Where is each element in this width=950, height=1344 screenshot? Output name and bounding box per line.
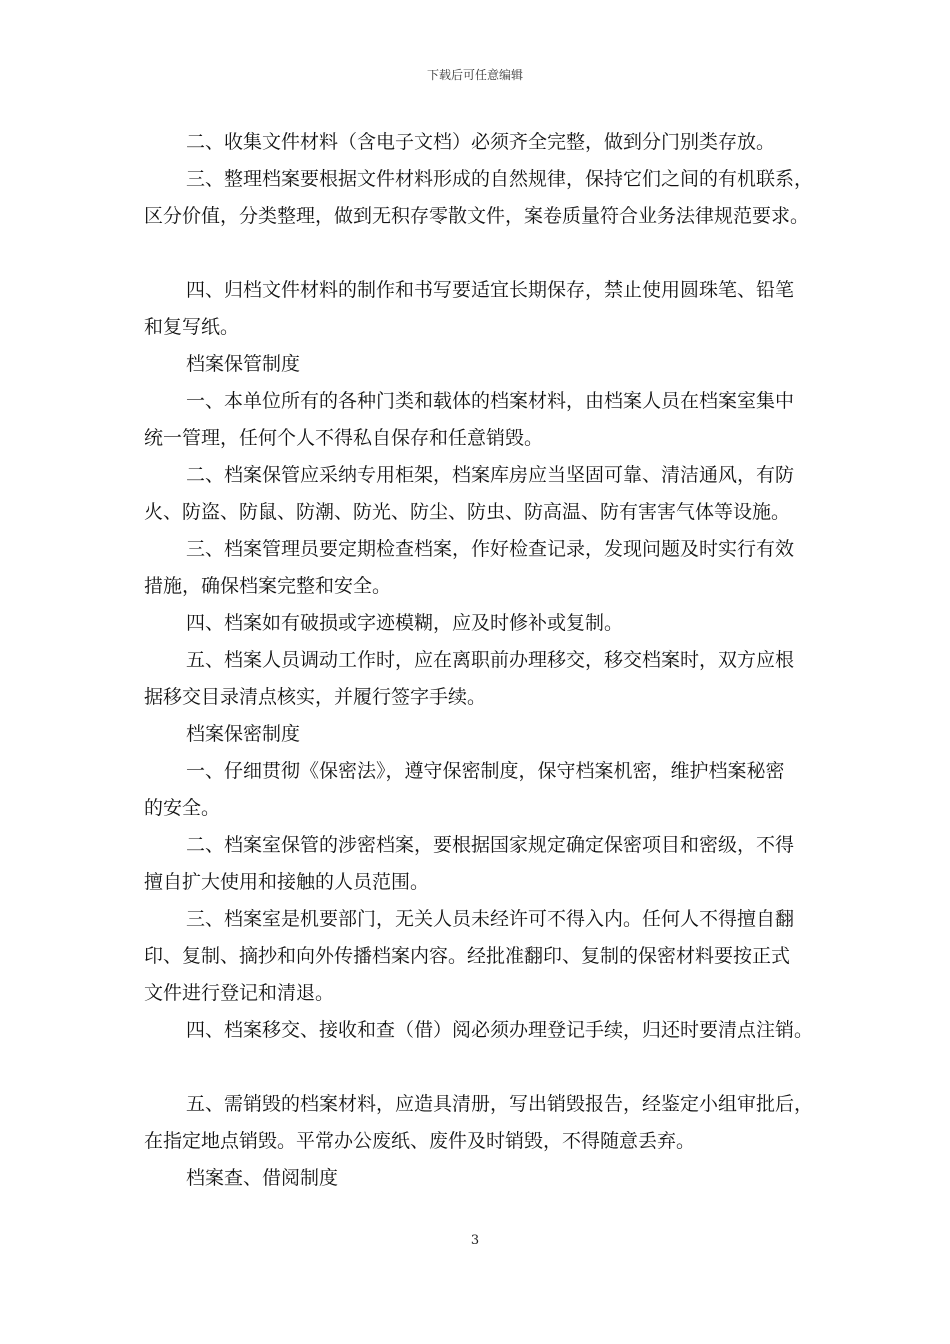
paragraph-line: 一、本单位所有的各种门类和载体的档案材料，由档案人员在档案室集中: [186, 390, 795, 412]
paragraph-line: 措施，确保档案完整和安全。: [144, 575, 392, 597]
paragraph-line: 三、档案室是机要部门，无关人员未经许可不得入内。任何人不得擅自翻: [186, 908, 795, 930]
paragraph-line: 二、收集文件材料（含电子文档）必须齐全完整，做到分门别类存放。: [186, 131, 776, 153]
section-heading: 档案保管制度: [186, 353, 301, 375]
page-number: 3: [470, 1233, 480, 1248]
paragraph-line: 火、防盗、防鼠、防潮、防光、防尘、防虫、防高温、防有害害气体等设施。: [144, 501, 791, 523]
paragraph-gap: [144, 235, 820, 272]
paragraph-line: 据移交目录清点核实，并履行签字手续。: [144, 686, 487, 708]
paragraph-line: 文件进行登记和清退。: [144, 982, 335, 1004]
paragraph-line: 三、档案管理员要定期检查档案，作好检查记录，发现问题及时实行有效: [186, 538, 795, 560]
paragraph-line: 擅自扩大使用和接触的人员范围。: [144, 871, 430, 893]
paragraph-line: 四、归档文件材料的制作和书写要适宜长期保存，禁止使用圆珠笔、铅笔: [186, 279, 795, 301]
paragraph-line: 二、档案保管应采纳专用柜架，档案库房应当坚固可靠、清洁通风，有防: [186, 464, 795, 486]
paragraph-line: 四、档案如有破损或字迹模糊，应及时修补或复制。: [186, 612, 624, 634]
paragraph-line: 五、需销毁的档案材料，应造具清册，写出销毁报告，经鉴定小组审批后，: [186, 1093, 814, 1115]
paragraph-line: 四、档案移交、接收和查（借）阅必须办理登记手续，归还时要清点注销。: [186, 1019, 814, 1041]
page-header: 下载后可任意编辑: [426, 68, 523, 82]
paragraph-line: 一、仔细贯彻《保密法》，遵守保密制度，保守档案机密，维护档案秘密: [186, 760, 785, 782]
paragraph-gap: [144, 1049, 820, 1086]
paragraph-line: 印、复制、摘抄和向外传播档案内容。经批准翻印、复制的保密材料要按正式: [144, 945, 791, 967]
paragraph-line: 三、整理档案要根据文件材料形成的自然规律，保持它们之间的有机联系，: [186, 168, 814, 190]
paragraph-line: 和复写纸。: [144, 316, 240, 338]
paragraph-line: 五、档案人员调动工作时，应在离职前办理移交，移交档案时，双方应根: [186, 649, 795, 671]
paragraph-line: 区分价值，分类整理，做到无积存零散文件，案卷质量符合业务法律规范要求。: [144, 205, 810, 227]
section-heading: 档案保密制度: [186, 723, 301, 745]
paragraph-line: 统一管理，任何个人不得私自保存和任意销毁。: [144, 427, 544, 449]
paragraph-line: 在指定地点销毁。平常办公废纸、废件及时销毁，不得随意丢弃。: [144, 1130, 696, 1152]
document-body: [144, 124, 820, 1197]
paragraph-line: 二、档案室保管的涉密档案，要根据国家规定确定保密项目和密级，不得: [186, 834, 795, 856]
section-heading: 档案查、借阅制度: [186, 1167, 339, 1189]
paragraph-line: 的安全。: [144, 797, 221, 819]
